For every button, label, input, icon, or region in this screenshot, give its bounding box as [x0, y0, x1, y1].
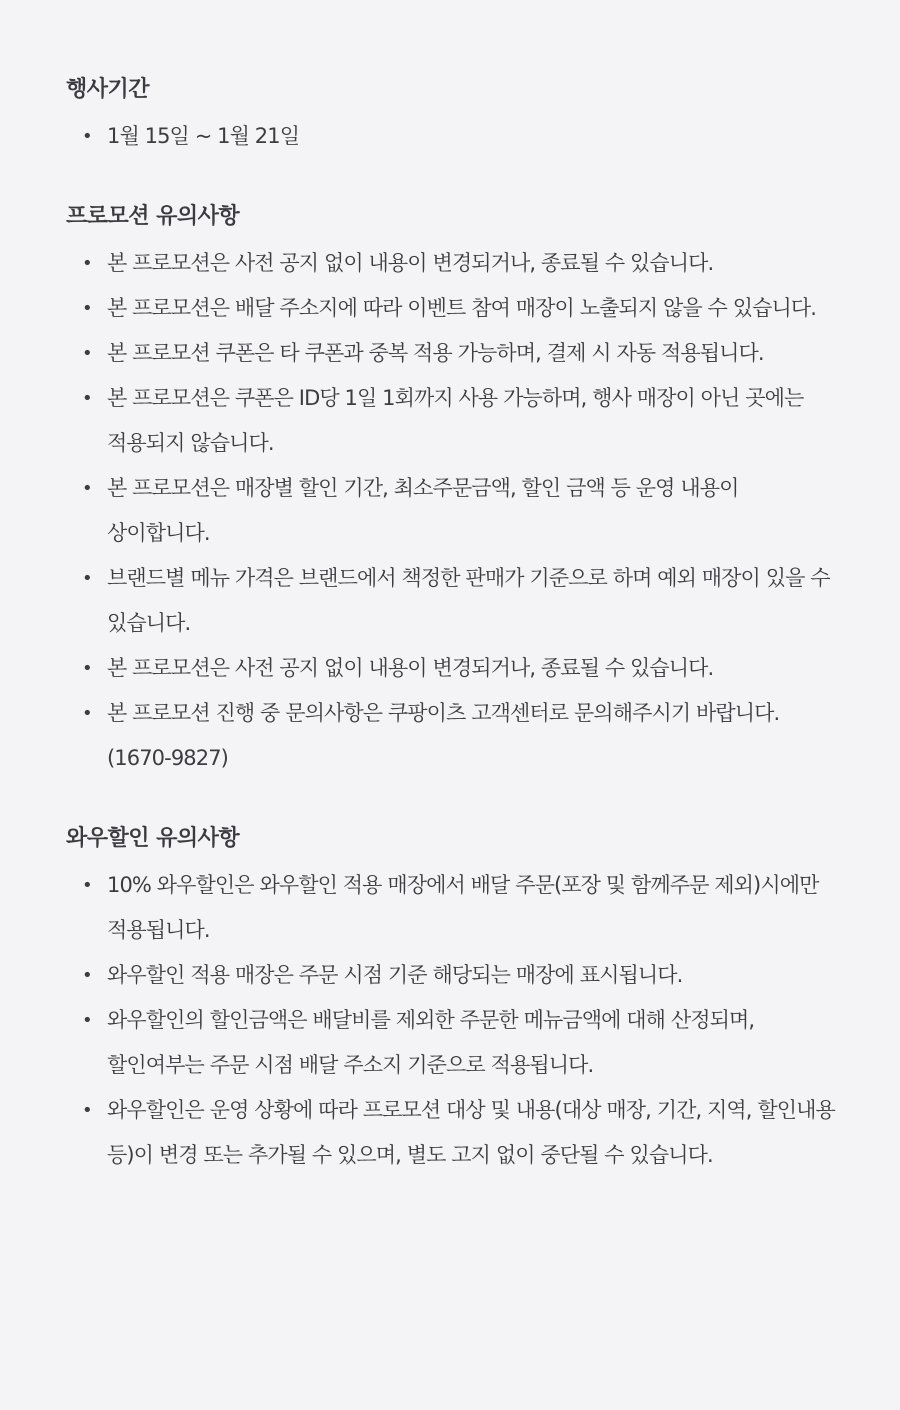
- list-item: [66, 376, 840, 466]
- bullet-icon: •: [82, 253, 92, 274]
- list-item: [66, 953, 840, 998]
- list-item-text: 본 프로모션은 사전 공지 없이 내용이 변경되거나, 종료될 수 있습니다.: [107, 251, 714, 275]
- bullet-icon: •: [82, 703, 92, 724]
- bullet-icon: •: [82, 658, 92, 679]
- list-item: [66, 114, 840, 159]
- event-period-section: [66, 72, 840, 159]
- bullet-icon: •: [82, 1100, 92, 1121]
- bullet-icon: •: [82, 568, 92, 589]
- list-item: [66, 556, 840, 646]
- bullet-icon: •: [82, 478, 92, 499]
- bullet-icon: •: [82, 875, 92, 896]
- wow-discount-list: [66, 863, 840, 1178]
- list-item-text: 브랜드별 메뉴 가격은 브랜드에서 책정한 판매가 기준으로 하며 예외 매장이 있을 수 있습니다.: [107, 566, 830, 635]
- bullet-icon: •: [82, 298, 92, 319]
- list-item-text: 와우할인 적용 매장은 주문 시점 기준 해당되는 매장에 표시됩니다.: [107, 963, 683, 987]
- wow-discount-title: 와우할인 유의사항: [66, 826, 240, 851]
- list-item-text: 와우할인의 할인금액은 배달비를 제외한 주문한 메뉴금액에 대해 산정되며, 할인여부는 주문 시점 배달 주소지 기준으로 적용됩니다.: [107, 1008, 755, 1077]
- bullet-icon: •: [82, 388, 92, 409]
- list-item: [66, 1088, 840, 1178]
- list-item-text: 본 프로모션 쿠폰은 타 쿠폰과 중복 적용 가능하며, 결제 시 자동 적용됩니다.: [107, 341, 764, 365]
- list-item-text: 본 프로모션은 사전 공지 없이 내용이 변경되거나, 종료될 수 있습니다.: [107, 656, 714, 680]
- list-item-text: 본 프로모션 진행 중 문의사항은 쿠팡이츠 고객센터로 문의해주시기 바랍니다. (1670-9827): [107, 701, 780, 770]
- list-item: [66, 998, 840, 1088]
- event-period-title: 행사기간: [66, 77, 150, 102]
- promotion-notes-title: 프로모션 유의사항: [66, 204, 240, 229]
- bullet-icon: •: [82, 1010, 92, 1031]
- list-item: [66, 466, 840, 556]
- list-item-text: 1월 15일 ~ 1월 21일: [107, 124, 300, 148]
- bullet-icon: •: [82, 343, 92, 364]
- list-item-text: 10% 와우할인은 와우할인 적용 매장에서 배달 주문(포장 및 함께주문 제외)시에만 적용됩니다.: [107, 873, 819, 942]
- list-item: [66, 286, 840, 331]
- list-item: [66, 646, 840, 691]
- event-period-list: [66, 114, 840, 159]
- promotion-notes-list: [66, 241, 840, 781]
- bullet-icon: •: [82, 126, 92, 147]
- list-item: [66, 241, 840, 286]
- list-item: [66, 691, 840, 781]
- list-item: [66, 331, 840, 376]
- list-item-text: 와우할인은 운영 상황에 따라 프로모션 대상 및 내용(대상 매장, 기간, 지역, 할인내용 등)이 변경 또는 추가될 수 있으며, 별도 고지 없이 중단될 수 있습니다.: [107, 1098, 835, 1167]
- wow-discount-section: [66, 821, 840, 1178]
- bullet-icon: •: [82, 965, 92, 986]
- list-item: [66, 863, 840, 953]
- list-item-text: 본 프로모션은 매장별 할인 기간, 최소주문금액, 할인 금액 등 운영 내용이 상이합니다.: [107, 476, 739, 545]
- promotion-notes-section: [66, 199, 840, 781]
- list-item-text: 본 프로모션은 쿠폰은 ID당 1일 1회까지 사용 가능하며, 행사 매장이 아닌 곳에는 적용되지 않습니다.: [107, 386, 804, 455]
- list-item-text: 본 프로모션은 배달 주소지에 따라 이벤트 참여 매장이 노출되지 않을 수 있습니다.: [107, 296, 817, 320]
